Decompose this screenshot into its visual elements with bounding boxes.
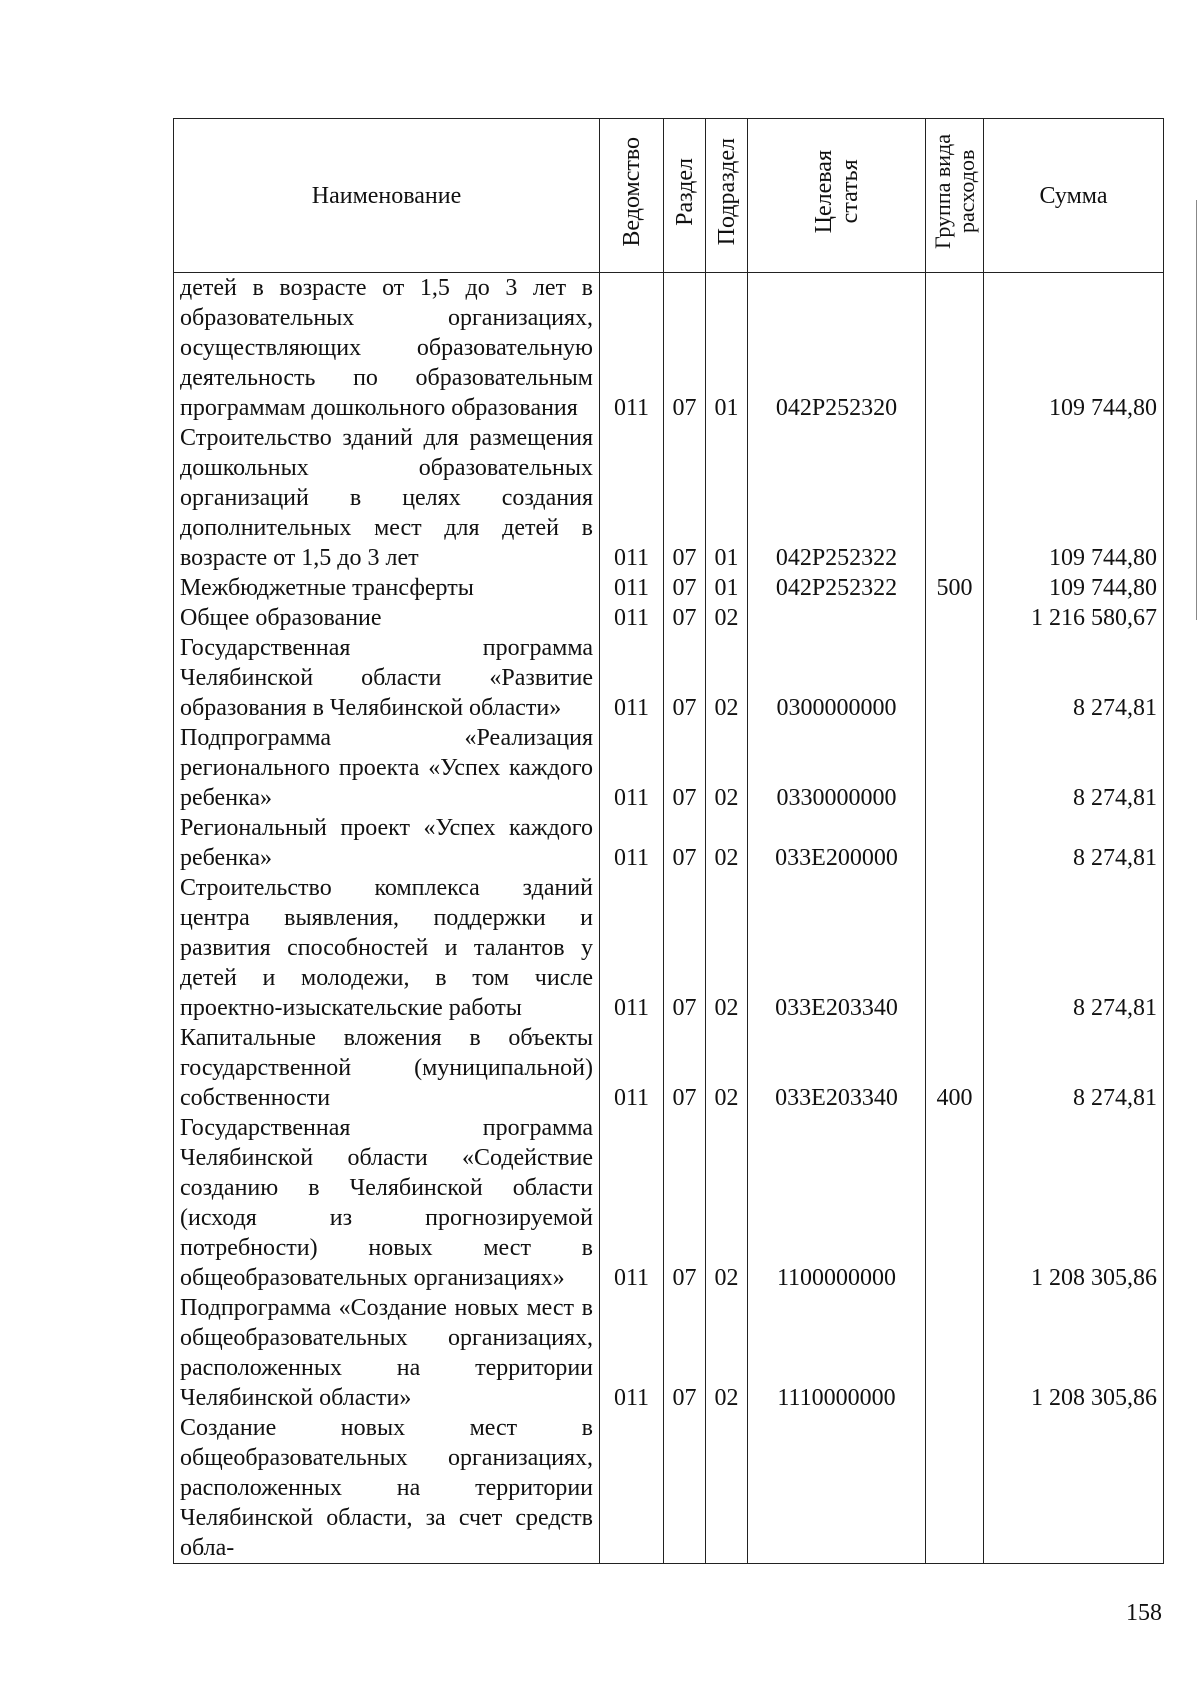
cell-podrazdel: 02: [706, 1023, 748, 1113]
cell-sum: 109 744,80: [984, 423, 1164, 573]
cell-name: Капитальные вложения в объекты государственной (муниципальной) собственности: [174, 1023, 600, 1113]
cell-vedomstvo: 011: [600, 1023, 664, 1113]
cell-target-article: 033E203340: [748, 1023, 926, 1113]
scan-margin-line: [1196, 200, 1197, 620]
table-row: [174, 1293, 1164, 1413]
cell-podrazdel: 02: [706, 633, 748, 723]
header-razdel: Раздел: [664, 119, 706, 273]
cell-name: детей в возрасте от 1,5 до 3 лет в образовательных организациях, осуществляющих образовательную деятельность по образовательным программам дошкольного образования: [174, 273, 600, 424]
cell-vedomstvo: 011: [600, 873, 664, 1023]
budget-table: [173, 118, 1164, 1564]
table-row: [174, 1113, 1164, 1293]
cell-name: Общее образование: [174, 603, 600, 633]
header-vedomstvo: Ведомство: [600, 119, 664, 273]
cell-expense-group: [926, 603, 984, 633]
cell-target-article: 1110000000: [748, 1293, 926, 1413]
cell-vedomstvo: 011: [600, 813, 664, 873]
table-row: [174, 423, 1164, 573]
cell-sum: 1 208 305,86: [984, 1293, 1164, 1413]
cell-name: Строительство комплекса зданий центра выявления, поддержки и развития способностей и талантов у детей и молодежи, в том числе проектно-изыскательские работы: [174, 873, 600, 1023]
cell-podrazdel: 02: [706, 1293, 748, 1413]
table-row: [174, 573, 1164, 603]
table-row: [174, 723, 1164, 813]
cell-vedomstvo: 011: [600, 423, 664, 573]
cell-razdel: 07: [664, 423, 706, 573]
cell-razdel: [664, 1413, 706, 1564]
cell-podrazdel: 01: [706, 573, 748, 603]
table-row: [174, 1023, 1164, 1113]
header-podrazdel: Подраздел: [706, 119, 748, 273]
header-target-article: Целевая статья: [748, 119, 926, 273]
cell-target-article: 042P252322: [748, 423, 926, 573]
cell-sum: 8 274,81: [984, 1023, 1164, 1113]
table-row: [174, 873, 1164, 1023]
table-row: [174, 813, 1164, 873]
cell-name: Подпрограмма «Создание новых мест в общеобразовательных организациях, расположенных на территории Челябинской области»: [174, 1293, 600, 1413]
cell-target-article: [748, 603, 926, 633]
cell-razdel: 07: [664, 873, 706, 1023]
cell-sum: 8 274,81: [984, 873, 1164, 1023]
cell-target-article: 1100000000: [748, 1113, 926, 1293]
table-row: [174, 603, 1164, 633]
cell-name: Региональный проект «Успех каждого ребенка»: [174, 813, 600, 873]
cell-razdel: 07: [664, 1293, 706, 1413]
cell-vedomstvo: 011: [600, 1293, 664, 1413]
cell-razdel: 07: [664, 1023, 706, 1113]
cell-razdel: 07: [664, 633, 706, 723]
cell-name: Строительство зданий для размещения дошкольных образовательных организаций в целях создания дополнительных мест для детей в возрасте от 1,5 до 3 лет: [174, 423, 600, 573]
cell-target-article: 042P252322: [748, 573, 926, 603]
cell-podrazdel: 02: [706, 1113, 748, 1293]
table-row: [174, 273, 1164, 424]
cell-target-article: 042P252320: [748, 273, 926, 424]
cell-target-article: 033E203340: [748, 873, 926, 1023]
cell-sum: [984, 1413, 1164, 1564]
cell-sum: 8 274,81: [984, 813, 1164, 873]
table-row: [174, 633, 1164, 723]
cell-podrazdel: 02: [706, 813, 748, 873]
header-name: Наименование: [174, 119, 600, 273]
cell-sum: 1 208 305,86: [984, 1113, 1164, 1293]
cell-expense-group: [926, 813, 984, 873]
cell-name: Создание новых мест в общеобразовательных организациях, расположенных на территории Челябинской области, за счет средств обла-: [174, 1413, 600, 1564]
cell-target-article: 0330000000: [748, 723, 926, 813]
cell-expense-group: [926, 273, 984, 424]
cell-razdel: 07: [664, 273, 706, 424]
cell-sum: 8 274,81: [984, 633, 1164, 723]
cell-vedomstvo: 011: [600, 603, 664, 633]
cell-razdel: 07: [664, 573, 706, 603]
cell-vedomstvo: 011: [600, 273, 664, 424]
cell-expense-group: 400: [926, 1023, 984, 1113]
cell-podrazdel: [706, 1413, 748, 1564]
cell-expense-group: [926, 723, 984, 813]
cell-expense-group: [926, 633, 984, 723]
cell-name: Подпрограмма «Реализация регионального проекта «Успех каждого ребенка»: [174, 723, 600, 813]
cell-vedomstvo: 011: [600, 573, 664, 603]
table-body: [174, 273, 1164, 1564]
cell-vedomstvo: [600, 1413, 664, 1564]
cell-podrazdel: 02: [706, 723, 748, 813]
cell-name: Государственная программа Челябинской области «Развитие образования в Челябинской области»: [174, 633, 600, 723]
cell-razdel: 07: [664, 723, 706, 813]
table-header-row: [174, 119, 1164, 273]
table-row: [174, 1413, 1164, 1564]
cell-expense-group: [926, 1113, 984, 1293]
cell-target-article: [748, 1413, 926, 1564]
cell-vedomstvo: 011: [600, 633, 664, 723]
cell-vedomstvo: 011: [600, 1113, 664, 1293]
cell-expense-group: [926, 1293, 984, 1413]
cell-sum: 109 744,80: [984, 573, 1164, 603]
cell-razdel: 07: [664, 813, 706, 873]
cell-sum: 8 274,81: [984, 723, 1164, 813]
cell-expense-group: 500: [926, 573, 984, 603]
header-expense-group: Группа вида расходов: [926, 119, 984, 273]
cell-sum: 109 744,80: [984, 273, 1164, 424]
cell-target-article: 033E200000: [748, 813, 926, 873]
cell-podrazdel: 02: [706, 603, 748, 633]
cell-sum: 1 216 580,67: [984, 603, 1164, 633]
cell-expense-group: [926, 873, 984, 1023]
cell-podrazdel: 02: [706, 873, 748, 1023]
cell-target-article: 0300000000: [748, 633, 926, 723]
cell-name: Государственная программа Челябинской области «Содействие созданию в Челябинской области (исходя из прогнозируемой потребности) новых мест в общеобразовательных организациях»: [174, 1113, 600, 1293]
cell-razdel: 07: [664, 1113, 706, 1293]
header-sum: Сумма: [984, 119, 1164, 273]
cell-podrazdel: 01: [706, 423, 748, 573]
cell-podrazdel: 01: [706, 273, 748, 424]
cell-razdel: 07: [664, 603, 706, 633]
cell-expense-group: [926, 423, 984, 573]
cell-name: Межбюджетные трансферты: [174, 573, 600, 603]
cell-expense-group: [926, 1413, 984, 1564]
cell-vedomstvo: 011: [600, 723, 664, 813]
page-number: 158: [1126, 1600, 1162, 1626]
